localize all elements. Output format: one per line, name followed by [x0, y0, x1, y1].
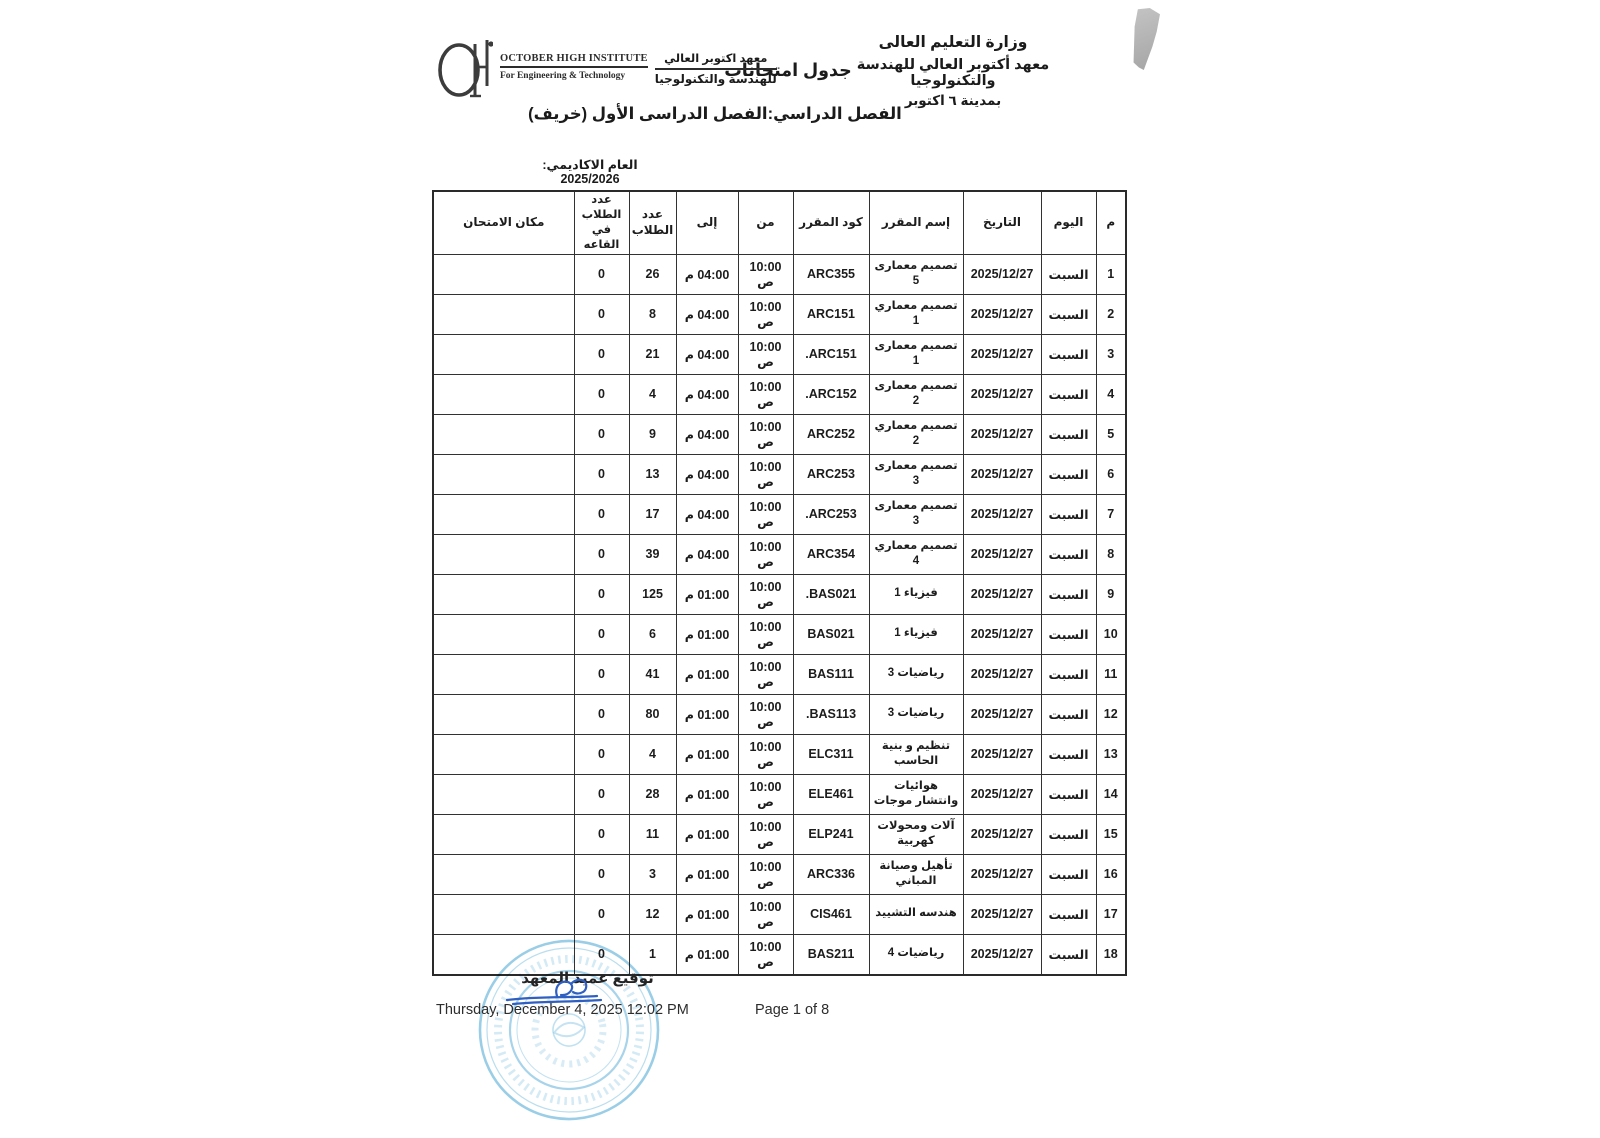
- cell-date: 2025/12/27: [963, 854, 1041, 894]
- table-row: [433, 494, 1126, 534]
- table-row: [433, 894, 1126, 934]
- cell-to: 01:00 م: [676, 894, 738, 934]
- cell-to: 01:00 م: [676, 854, 738, 894]
- cell-course_code: ELP241: [793, 814, 869, 854]
- cell-to: 04:00 م: [676, 414, 738, 454]
- cell-date: 2025/12/27: [963, 934, 1041, 975]
- cell-num: 5: [1096, 414, 1126, 454]
- table-row: [433, 334, 1126, 374]
- cell-num: 3: [1096, 334, 1126, 374]
- cell-to: 01:00 م: [676, 614, 738, 654]
- cell-location: [433, 334, 574, 374]
- table-row: [433, 574, 1126, 614]
- cell-day: السبت: [1041, 934, 1096, 975]
- cell-num: 11: [1096, 654, 1126, 694]
- cell-course_name: تصميم معماري 2: [869, 414, 963, 454]
- cell-date: 2025/12/27: [963, 694, 1041, 734]
- cell-students_in_hall: 0: [574, 254, 629, 294]
- cell-course_code: .ARC253: [793, 494, 869, 534]
- cell-day: السبت: [1041, 534, 1096, 574]
- cell-students: 39: [629, 534, 676, 574]
- cell-to: 04:00 م: [676, 254, 738, 294]
- cell-course_code: CIS461: [793, 894, 869, 934]
- page-indicator: Page 1 of 8: [755, 1002, 830, 1018]
- cell-course_name: تنظيم و بنية الحاسب: [869, 734, 963, 774]
- scan-smudge-artifact: [1133, 8, 1160, 70]
- cell-num: 9: [1096, 574, 1126, 614]
- cell-day: السبت: [1041, 654, 1096, 694]
- cell-course_code: BAS211: [793, 934, 869, 975]
- cell-date: 2025/12/27: [963, 894, 1041, 934]
- cell-to: 01:00 م: [676, 574, 738, 614]
- column-header-location: مكان الامتحان: [433, 191, 574, 254]
- cell-day: السبت: [1041, 694, 1096, 734]
- cell-students: 21: [629, 334, 676, 374]
- header-row: [433, 191, 1126, 254]
- cell-date: 2025/12/27: [963, 774, 1041, 814]
- column-header-students: عدد الطلاب: [629, 191, 676, 254]
- cell-location: [433, 814, 574, 854]
- cell-students_in_hall: 0: [574, 774, 629, 814]
- cell-day: السبت: [1041, 414, 1096, 454]
- column-header-course_code: كود المقرر: [793, 191, 869, 254]
- cell-location: [433, 774, 574, 814]
- cell-to: 04:00 م: [676, 374, 738, 414]
- cell-course_name: رياضيات 4: [869, 934, 963, 975]
- cell-course_name: تصميم معمارى 1: [869, 334, 963, 374]
- cell-location: [433, 574, 574, 614]
- cell-students: 17: [629, 494, 676, 534]
- ohi-monogram-icon: [437, 36, 493, 100]
- institute-stamp: [461, 922, 676, 1137]
- cell-course_name: تصميم معمارى 2: [869, 374, 963, 414]
- academic-year-line: العام الاكاديمي: 2025/2026: [542, 158, 638, 186]
- cell-date: 2025/12/27: [963, 334, 1041, 374]
- cell-students_in_hall: 0: [574, 734, 629, 774]
- cell-day: السبت: [1041, 774, 1096, 814]
- cell-from: 10:00 ص: [738, 294, 793, 334]
- cell-location: [433, 454, 574, 494]
- cell-num: 18: [1096, 934, 1126, 975]
- column-header-to: إلى: [676, 191, 738, 254]
- cell-num: 2: [1096, 294, 1126, 334]
- cell-students: 125: [629, 574, 676, 614]
- cell-location: [433, 494, 574, 534]
- cell-to: 01:00 م: [676, 774, 738, 814]
- table-row: [433, 614, 1126, 654]
- cell-date: 2025/12/27: [963, 494, 1041, 534]
- cell-day: السبت: [1041, 574, 1096, 614]
- cell-to: 04:00 م: [676, 294, 738, 334]
- cell-course_code: ARC336: [793, 854, 869, 894]
- cell-course_name: تصميم معمارى 3: [869, 494, 963, 534]
- cell-from: 10:00 ص: [738, 534, 793, 574]
- ministry-line1: وزارة التعليم العالى: [878, 34, 1028, 51]
- cell-location: [433, 254, 574, 294]
- cell-to: 01:00 م: [676, 694, 738, 734]
- cell-num: 4: [1096, 374, 1126, 414]
- cell-students: 11: [629, 814, 676, 854]
- cell-date: 2025/12/27: [963, 734, 1041, 774]
- cell-course_name: تصميم معمارى 5: [869, 254, 963, 294]
- cell-course_code: ARC151: [793, 294, 869, 334]
- cell-num: 12: [1096, 694, 1126, 734]
- cell-to: 04:00 م: [676, 494, 738, 534]
- cell-from: 10:00 ص: [738, 934, 793, 975]
- cell-num: 14: [1096, 774, 1126, 814]
- cell-location: [433, 894, 574, 934]
- cell-num: 13: [1096, 734, 1126, 774]
- cell-students: 3: [629, 854, 676, 894]
- column-header-date: التاريخ: [963, 191, 1041, 254]
- cell-students_in_hall: 0: [574, 334, 629, 374]
- column-header-num: م: [1096, 191, 1126, 254]
- cell-day: السبت: [1041, 494, 1096, 534]
- cell-students_in_hall: 0: [574, 374, 629, 414]
- table-row: [433, 854, 1126, 894]
- cell-course_code: .ARC151: [793, 334, 869, 374]
- cell-students: 41: [629, 654, 676, 694]
- cell-from: 10:00 ص: [738, 574, 793, 614]
- cell-course_name: فيزياء 1: [869, 614, 963, 654]
- cell-from: 10:00 ص: [738, 694, 793, 734]
- cell-location: [433, 854, 574, 894]
- cell-course_name: فيزياء 1: [869, 574, 963, 614]
- cell-from: 10:00 ص: [738, 734, 793, 774]
- table-row: [433, 694, 1126, 734]
- table-row: [433, 254, 1126, 294]
- table-row: [433, 734, 1126, 774]
- cell-course_code: .BAS113: [793, 694, 869, 734]
- cell-date: 2025/12/27: [963, 574, 1041, 614]
- cell-date: 2025/12/27: [963, 454, 1041, 494]
- cell-from: 10:00 ص: [738, 814, 793, 854]
- cell-course_name: آلات ومحولات كهربية: [869, 814, 963, 854]
- cell-students: 80: [629, 694, 676, 734]
- cell-students_in_hall: 0: [574, 934, 629, 975]
- cell-course_name: تصميم معماري 4: [869, 534, 963, 574]
- cell-to: 01:00 م: [676, 814, 738, 854]
- cell-date: 2025/12/27: [963, 814, 1041, 854]
- cell-from: 10:00 ص: [738, 494, 793, 534]
- cell-from: 10:00 ص: [738, 894, 793, 934]
- semester-line: الفصل الدراسي:الفصل الدراسى الأول (خريف): [528, 105, 902, 123]
- cell-course_code: BAS111: [793, 654, 869, 694]
- cell-num: 8: [1096, 534, 1126, 574]
- cell-course_code: .ARC152: [793, 374, 869, 414]
- cell-from: 10:00 ص: [738, 254, 793, 294]
- cell-students_in_hall: 0: [574, 574, 629, 614]
- cell-from: 10:00 ص: [738, 374, 793, 414]
- cell-students: 9: [629, 414, 676, 454]
- cell-students_in_hall: 0: [574, 614, 629, 654]
- table-row: [433, 374, 1126, 414]
- cell-students: 4: [629, 374, 676, 414]
- logo-english-block: [500, 53, 648, 81]
- cell-course_name: هوائيات وانتشار موجات: [869, 774, 963, 814]
- cell-students_in_hall: 0: [574, 534, 629, 574]
- cell-to: 01:00 م: [676, 654, 738, 694]
- cell-from: 10:00 ص: [738, 414, 793, 454]
- cell-course_code: ELC311: [793, 734, 869, 774]
- cell-day: السبت: [1041, 334, 1096, 374]
- cell-date: 2025/12/27: [963, 374, 1041, 414]
- column-header-day: اليوم: [1041, 191, 1096, 254]
- cell-from: 10:00 ص: [738, 854, 793, 894]
- column-header-students_in_hall: عدد الطلاب في القاعه: [574, 191, 629, 254]
- cell-day: السبت: [1041, 854, 1096, 894]
- column-header-from: من: [738, 191, 793, 254]
- cell-day: السبت: [1041, 614, 1096, 654]
- table-row: [433, 454, 1126, 494]
- cell-course_name: تأهيل وصيانة المباني: [869, 854, 963, 894]
- cell-to: 01:00 م: [676, 734, 738, 774]
- cell-students_in_hall: 0: [574, 814, 629, 854]
- cell-course_code: ELE461: [793, 774, 869, 814]
- cell-date: 2025/12/27: [963, 534, 1041, 574]
- cell-students_in_hall: 0: [574, 854, 629, 894]
- institute-logo: [437, 36, 777, 100]
- cell-day: السبت: [1041, 894, 1096, 934]
- cell-num: 1: [1096, 254, 1126, 294]
- cell-date: 2025/12/27: [963, 614, 1041, 654]
- cell-students: 1: [629, 934, 676, 975]
- cell-date: 2025/12/27: [963, 654, 1041, 694]
- cell-course_code: .BAS021: [793, 574, 869, 614]
- table-row: [433, 534, 1126, 574]
- cell-location: [433, 734, 574, 774]
- cell-from: 10:00 ص: [738, 774, 793, 814]
- cell-students_in_hall: 0: [574, 694, 629, 734]
- cell-students: 28: [629, 774, 676, 814]
- print-timestamp: Thursday, December 4, 2025 12:02 PM: [436, 1002, 689, 1018]
- cell-students: 26: [629, 254, 676, 294]
- cell-day: السبت: [1041, 454, 1096, 494]
- cell-day: السبت: [1041, 374, 1096, 414]
- cell-location: [433, 374, 574, 414]
- cell-students_in_hall: 0: [574, 494, 629, 534]
- cell-num: 17: [1096, 894, 1126, 934]
- cell-course_code: ARC354: [793, 534, 869, 574]
- cell-num: 16: [1096, 854, 1126, 894]
- exam-schedule-table: [432, 190, 1127, 976]
- document-title: جدول امتحانات: [724, 60, 852, 80]
- cell-num: 10: [1096, 614, 1126, 654]
- cell-students_in_hall: 0: [574, 294, 629, 334]
- cell-to: 01:00 م: [676, 934, 738, 975]
- cell-students_in_hall: 0: [574, 414, 629, 454]
- cell-num: 7: [1096, 494, 1126, 534]
- cell-course_name: رياضيات 3: [869, 694, 963, 734]
- cell-students: 4: [629, 734, 676, 774]
- cell-students_in_hall: 0: [574, 894, 629, 934]
- cell-day: السبت: [1041, 254, 1096, 294]
- cell-course_name: هندسه التشييد: [869, 894, 963, 934]
- logo-name-ar-2: للهندسة والتكنولوجيا: [654, 72, 777, 86]
- table-head: [433, 191, 1126, 254]
- table-row: [433, 774, 1126, 814]
- cell-course_name: رياضيات 3: [869, 654, 963, 694]
- cell-day: السبت: [1041, 734, 1096, 774]
- cell-location: [433, 614, 574, 654]
- table-row: [433, 654, 1126, 694]
- logo-name-en: OCTOBER HIGH INSTITUTE: [500, 53, 648, 68]
- city-line: بمدينة ٦ اكتوبر: [904, 93, 1002, 108]
- cell-date: 2025/12/27: [963, 294, 1041, 334]
- cell-course_name: تصميم معماري 1: [869, 294, 963, 334]
- column-header-course_name: إسم المقرر: [869, 191, 963, 254]
- cell-course_code: ARC252: [793, 414, 869, 454]
- table-row: [433, 814, 1126, 854]
- cell-students_in_hall: 0: [574, 454, 629, 494]
- cell-to: 04:00 م: [676, 534, 738, 574]
- cell-location: [433, 294, 574, 334]
- cell-students: 12: [629, 894, 676, 934]
- cell-course_code: BAS021: [793, 614, 869, 654]
- cell-from: 10:00 ص: [738, 454, 793, 494]
- table-row: [433, 294, 1126, 334]
- cell-location: [433, 694, 574, 734]
- table-row: [433, 414, 1126, 454]
- cell-students: 8: [629, 294, 676, 334]
- cell-location: [433, 654, 574, 694]
- cell-from: 10:00 ص: [738, 654, 793, 694]
- cell-day: السبت: [1041, 814, 1096, 854]
- logo-name-ar-1: معهد اكتوبر العالي: [655, 51, 777, 70]
- cell-students_in_hall: 0: [574, 654, 629, 694]
- cell-course_code: ARC355: [793, 254, 869, 294]
- cell-course_code: ARC253: [793, 454, 869, 494]
- cell-from: 10:00 ص: [738, 614, 793, 654]
- cell-students: 6: [629, 614, 676, 654]
- dean-signature-label: توقيع عميد المعهد: [521, 970, 654, 987]
- cell-date: 2025/12/27: [963, 414, 1041, 454]
- logo-tagline-en: For Engineering & Technology: [500, 71, 626, 81]
- cell-to: 04:00 م: [676, 454, 738, 494]
- institute-name-line: معهد أكتوبر العالي للهندسة والتكنولوجيا: [856, 57, 1050, 89]
- cell-course_name: تصميم معمارى 3: [869, 454, 963, 494]
- table-body: [433, 254, 1126, 975]
- cell-location: [433, 414, 574, 454]
- cell-day: السبت: [1041, 294, 1096, 334]
- cell-to: 04:00 م: [676, 334, 738, 374]
- cell-students: 13: [629, 454, 676, 494]
- cell-date: 2025/12/27: [963, 254, 1041, 294]
- logo-arabic-block: [655, 51, 777, 86]
- cell-num: 15: [1096, 814, 1126, 854]
- cell-num: 6: [1096, 454, 1126, 494]
- cell-from: 10:00 ص: [738, 334, 793, 374]
- cell-location: [433, 534, 574, 574]
